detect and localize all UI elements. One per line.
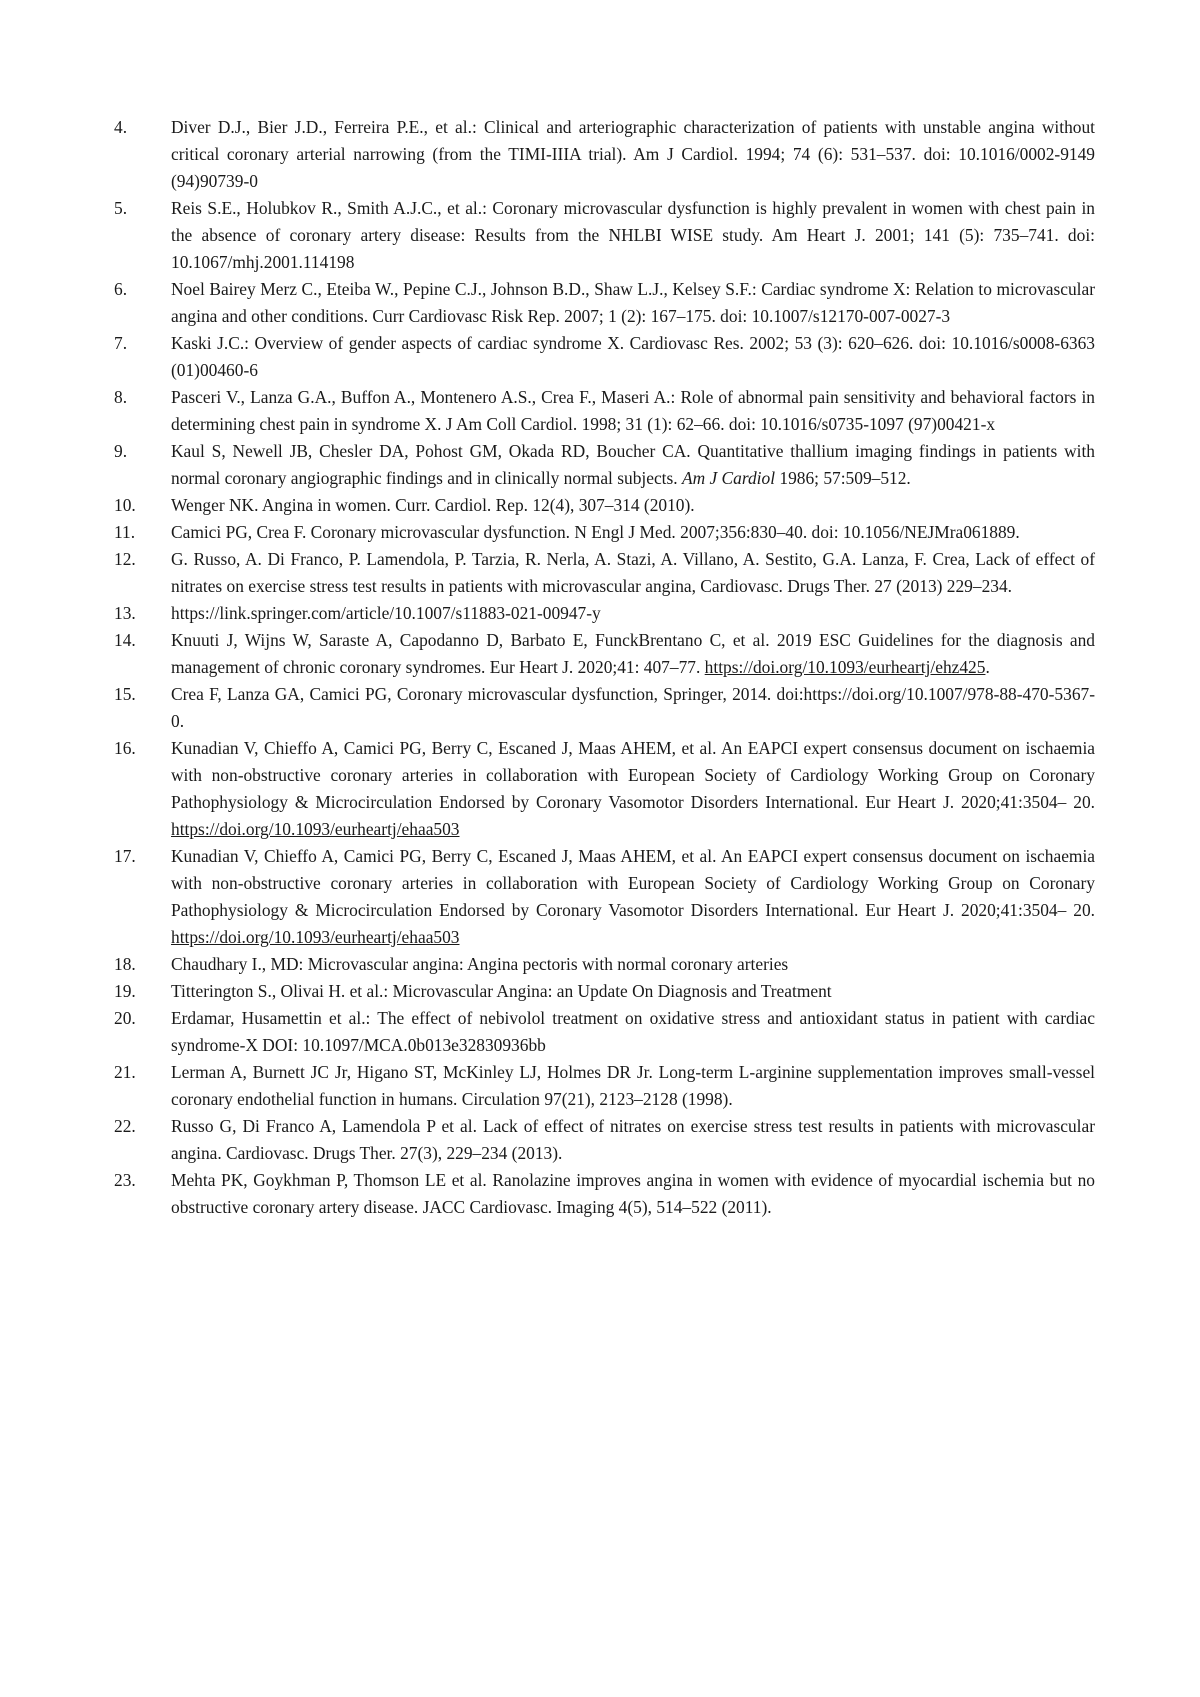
reference-item — [114, 492, 1095, 519]
document-page — [0, 0, 1200, 1697]
reference-text: Noel Bairey Merz C., Eteiba W., Pepine C.J., Johnson B.D., Shaw L.J., Kelsey S.F.: Cardiac syndrome X: Relation to microvascular angina and other conditions. Curr Cardiovasc Risk Rep. 2007; 1 (2): 167–175. doi: 10.1007/s12170-007-0027-3 — [171, 276, 1095, 330]
reference-item — [114, 546, 1095, 600]
reference-number: 14. — [114, 627, 171, 654]
reference-text: Erdamar, Husamettin et al.: The effect of nebivolol treatment on oxidative stress and antioxidant status in patient with cardiac syndrome-X DOI: 10.1097/MCA.0b013e32830936bb — [171, 1005, 1095, 1059]
reference-text: https://link.springer.com/article/10.1007/s11883-021-00947-y — [171, 600, 1095, 627]
reference-item — [114, 627, 1095, 681]
reference-number: 9. — [114, 438, 171, 465]
reference-text — [171, 627, 1095, 681]
reference-item — [114, 114, 1095, 195]
reference-item — [114, 195, 1095, 276]
reference-text: Pasceri V., Lanza G.A., Buffon A., Montenero A.S., Crea F., Maseri A.: Role of abnormal pain sensitivity and behavioral factors in determining chest pain in syndrome X. J Am Coll Cardiol. 1998; 31 (1): 62–66. doi: 10.1016/s0735-1097 (97)00421-x — [171, 384, 1095, 438]
reference-item — [114, 978, 1095, 1005]
reference-item — [114, 276, 1095, 330]
reference-number: 12. — [114, 546, 171, 573]
reference-text: Wenger NK. Angina in women. Curr. Cardiol. Rep. 12(4), 307–314 (2010). — [171, 492, 1095, 519]
reference-number: 10. — [114, 492, 171, 519]
reference-item — [114, 1005, 1095, 1059]
reference-text: Camici PG, Crea F. Coronary microvascular dysfunction. N Engl J Med. 2007;356:830–40. doi: 10.1056/NEJMra061889. — [171, 519, 1095, 546]
reference-number: 16. — [114, 735, 171, 762]
reference-text — [171, 438, 1095, 492]
reference-number: 15. — [114, 681, 171, 708]
doi-link[interactable]: https://doi.org/10.1093/eurheartj/ehaa503 — [171, 927, 460, 947]
reference-item — [114, 600, 1095, 627]
journal-name: Am J Cardiol — [682, 468, 775, 488]
reference-item — [114, 951, 1095, 978]
reference-text-start: Kaul S, Newell JB, Chesler DA, Pohost GM, Okada RD, Boucher CA. Quantitative thallium imaging findings in patients with normal coronary angiographic findings and in clinically normal subjects. — [171, 441, 1095, 488]
reference-item — [114, 330, 1095, 384]
reference-number: 21. — [114, 1059, 171, 1086]
reference-text: Reis S.E., Holubkov R., Smith A.J.C., et al.: Coronary microvascular dysfunction is highly prevalent in women with chest pain in the absence of coronary artery disease: Results from the NHLBI WISE study. Am Heart J. 2001; 141 (5): 735–741. doi: 10.1067/mhj.2001.114198 — [171, 195, 1095, 276]
reference-number: 6. — [114, 276, 171, 303]
reference-text-start: Kunadian V, Chieffo A, Camici PG, Berry C, Escaned J, Maas AHEM, et al. An EAPCI expert consensus document on ischaemia with non-obstructive coronary arteries in collaboration with European Society of Cardiology Working Group on Coronary Pathophysiology & Microcirculation Endorsed by Coronary Vasomotor Disorders International. Eur Heart J. 2020;41:3504– 20. — [171, 846, 1095, 920]
reference-text-start: Kunadian V, Chieffo A, Camici PG, Berry C, Escaned J, Maas AHEM, et al. An EAPCI expert consensus document on ischaemia with non-obstructive coronary arteries in collaboration with European Society of Cardiology Working Group on Coronary Pathophysiology & Microcirculation Endorsed by Coronary Vasomotor Disorders International. Eur Heart J. 2020;41:3504– 20. — [171, 738, 1095, 812]
reference-list — [114, 114, 1095, 1221]
reference-item — [114, 384, 1095, 438]
reference-number: 22. — [114, 1113, 171, 1140]
reference-text-end: . — [985, 657, 989, 677]
reference-text — [171, 843, 1095, 951]
reference-number: 17. — [114, 843, 171, 870]
reference-number: 4. — [114, 114, 171, 141]
reference-text: Chaudhary I., MD: Microvascular angina: Angina pectoris with normal coronary arteries — [171, 951, 1095, 978]
reference-text-start: Knuuti J, Wijns W, Saraste A, Capodanno D, Barbato E, FunckBrentano C, et al. 2019 ESC Guidelines for the diagnosis and management of chronic coronary syndromes. Eur Heart J. 2020;41: 407–77. — [171, 630, 1095, 677]
reference-number: 18. — [114, 951, 171, 978]
reference-text: Mehta PK, Goykhman P, Thomson LE et al. Ranolazine improves angina in women with evidence of myocardial ischemia but no obstructive coronary artery disease. JACC Cardiovasc. Imaging 4(5), 514–522 (2011). — [171, 1167, 1095, 1221]
reference-number: 7. — [114, 330, 171, 357]
reference-number: 13. — [114, 600, 171, 627]
reference-item — [114, 1059, 1095, 1113]
doi-link[interactable]: https://doi.org/10.1093/eurheartj/ehz425 — [705, 657, 986, 677]
reference-item — [114, 438, 1095, 492]
reference-text: Titterington S., Olivai H. et al.: Microvascular Angina: an Update On Diagnosis and Treatment — [171, 978, 1095, 1005]
reference-number: 19. — [114, 978, 171, 1005]
reference-text-end: 1986; 57:509–512. — [775, 468, 911, 488]
reference-item — [114, 1113, 1095, 1167]
reference-text: Diver D.J., Bier J.D., Ferreira P.E., et al.: Clinical and arteriographic characterization of patients with unstable angina without critical coronary arterial narrowing (from the TIMI-IIIA trial). Am J Cardiol. 1994; 74 (6): 531–537. doi: 10.1016/0002-9149 (94)90739-0 — [171, 114, 1095, 195]
reference-number: 8. — [114, 384, 171, 411]
reference-number: 23. — [114, 1167, 171, 1194]
reference-text: Kaski J.C.: Overview of gender aspects of cardiac syndrome X. Cardiovasc Res. 2002; 53 (3): 620–626. doi: 10.1016/s0008-6363 (01)00460-6 — [171, 330, 1095, 384]
reference-text: Lerman A, Burnett JC Jr, Higano ST, McKinley LJ, Holmes DR Jr. Long-term L-arginine supplementation improves small-vessel coronary endothelial function in humans. Circulation 97(21), 2123–2128 (1998). — [171, 1059, 1095, 1113]
reference-text: Russo G, Di Franco A, Lamendola P et al. Lack of effect of nitrates on exercise stress test results in patients with microvascular angina. Cardiovasc. Drugs Ther. 27(3), 229–234 (2013). — [171, 1113, 1095, 1167]
reference-text: Crea F, Lanza GA, Camici PG, Coronary microvascular dysfunction, Springer, 2014. doi:https://doi.org/10.1007/978-88-470-5367-0. — [171, 681, 1095, 735]
reference-item — [114, 681, 1095, 735]
reference-number: 5. — [114, 195, 171, 222]
reference-item — [114, 735, 1095, 843]
doi-link[interactable]: https://doi.org/10.1093/eurheartj/ehaa503 — [171, 819, 460, 839]
reference-item — [114, 519, 1095, 546]
reference-number: 11. — [114, 519, 171, 546]
reference-item — [114, 1167, 1095, 1221]
reference-text: G. Russo, A. Di Franco, P. Lamendola, P. Tarzia, R. Nerla, A. Stazi, A. Villano, A. Sestito, G.A. Lanza, F. Crea, Lack of effect of nitrates on exercise stress test results in patients with microvascular angina, Cardiovasc. Drugs Ther. 27 (2013) 229–234. — [171, 546, 1095, 600]
reference-number: 20. — [114, 1005, 171, 1032]
reference-item — [114, 843, 1095, 951]
reference-text — [171, 735, 1095, 843]
